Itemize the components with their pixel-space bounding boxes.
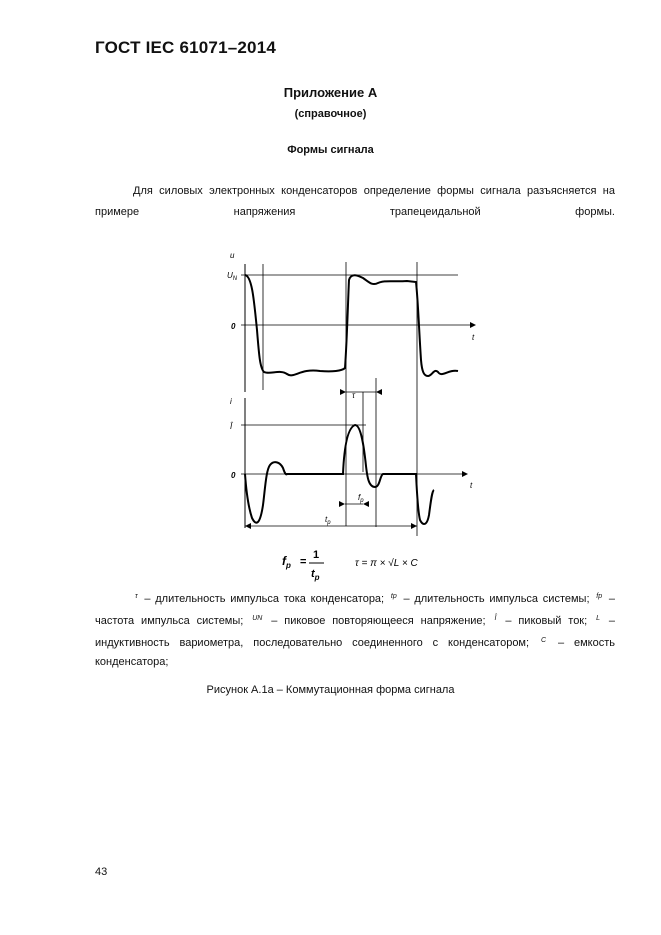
appendix-title: Приложение А xyxy=(283,85,378,100)
legend-tp-symbol: tp xyxy=(390,593,397,600)
svg-text:tp: $t_p$ xyxy=(311,568,320,582)
voltage-time-label: t xyxy=(472,333,475,342)
tau-label: τ xyxy=(352,391,355,400)
legend-un-symbol: UN xyxy=(252,615,263,622)
peak-current-label: Î xyxy=(230,422,233,431)
un-label: $U_N$ xyxy=(227,271,238,282)
current-time-label: t xyxy=(470,481,473,490)
voltage-axis-label: u xyxy=(230,251,235,260)
legend-fp-symbol: fp xyxy=(596,593,603,600)
tau-formula: τ = π × √L × C xyxy=(355,558,418,569)
voltage-waveform xyxy=(245,275,458,376)
legend-paragraph: $^\tau$ – длительность импульса тока конденсатора; $^{tp}$ – длительность импульса системы; $^{fp}$ – частота импульса системы; $^{UN}$ – пиковое повторяющееся напряжение; $^Î$ – пиковый ток; $^L$ – индуктивность вариометра, последовательно соединенного с конденсатором; $^C$ – емкость конденсатора; xyxy=(95,593,615,668)
figure-caption: Рисунок А.1а – Коммутационная форма сигнала xyxy=(206,684,455,696)
tp-label: $t_p$ xyxy=(325,515,331,526)
current-zero-label: 0 xyxy=(231,471,236,480)
legend-tau-symbol: τ xyxy=(135,593,138,600)
appendix-subtitle: (справочное) xyxy=(294,108,367,120)
voltage-zero-label: 0 xyxy=(231,322,236,331)
svg-text:fp: $f_p$ xyxy=(282,554,291,570)
legend-c-symbol: C xyxy=(540,637,547,644)
current-waveform xyxy=(245,425,434,524)
svg-text:1: 1 xyxy=(313,549,320,561)
standard-title: ГОСТ IEC 61071–2014 xyxy=(95,38,277,57)
legend-i-symbol: Î xyxy=(494,615,497,622)
intro-paragraph: Для силовых электронных конденсаторов определение формы сигнала разъясняется на примере напряжения трапецеидальной формы. xyxy=(95,185,615,218)
current-axis-label: i xyxy=(230,397,232,406)
page-number: 43 xyxy=(95,866,108,878)
legend-l-symbol: L xyxy=(596,615,600,622)
fp-marker-label: $f_p$ xyxy=(358,493,364,504)
fp-formula xyxy=(282,549,324,582)
section-title: Формы сигнала xyxy=(287,144,374,156)
svg-text:=: = xyxy=(300,556,307,568)
